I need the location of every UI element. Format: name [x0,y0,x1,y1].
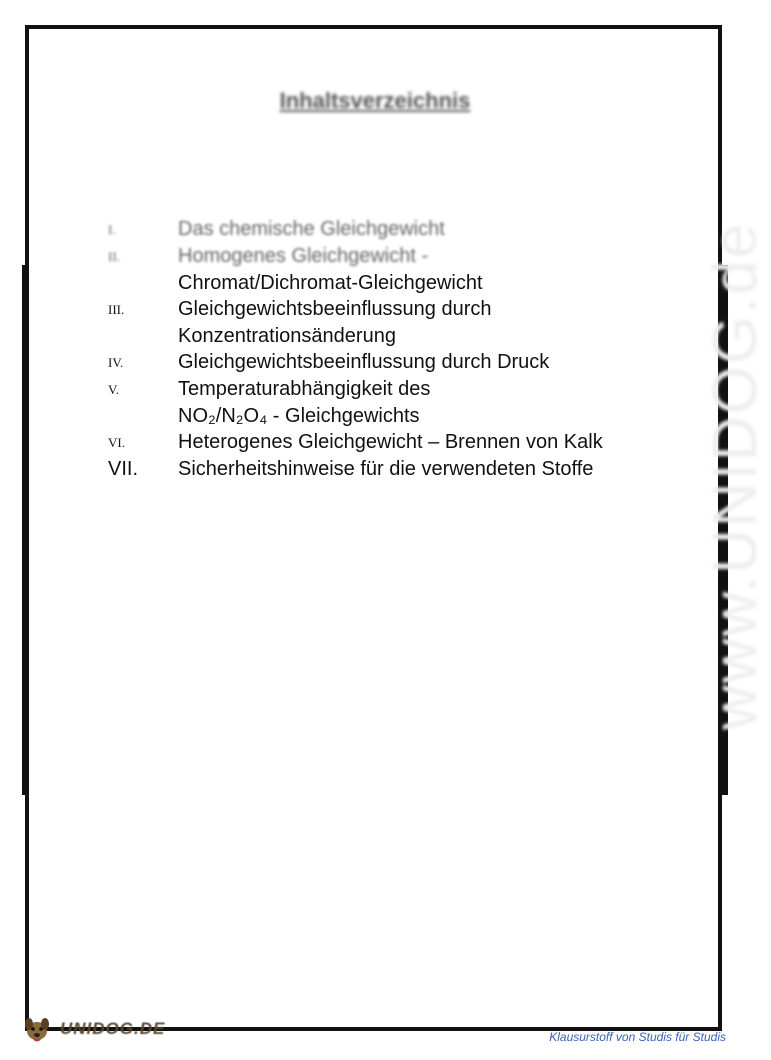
toc-item-number: III. [108,302,125,317]
page-title: Inhaltsverzeichnis [279,88,471,113]
toc-item[interactable] [108,243,708,270]
toc-item[interactable] [108,456,708,482]
toc-item-number: II. [108,249,120,264]
dog-mascot-icon [22,1015,52,1043]
site-logo[interactable] [22,1012,166,1046]
toc-item-number: I. [108,222,116,237]
toc-item-title: Homogenes Gleichgewicht - [178,245,429,267]
toc-item[interactable] [108,216,708,243]
left-edge-mark [22,265,28,530]
toc-item-number: IV. [108,355,124,370]
toc-item-title: Das chemische Gleichgewicht [178,218,445,240]
toc-item-title: Gleichgewichtsbeeinflussung durch Druck [178,351,550,373]
toc-item-number: V. [108,382,119,397]
left-edge-mark [22,530,28,795]
toc-item[interactable] [108,349,708,376]
toc-item-number: VII. [108,458,139,480]
toc-item-title: Sicherheitshinweise für die verwendeten Stoffe [178,458,594,480]
footer-tagline: Klausurstoff von Studis für Studis [549,1030,726,1044]
watermark-text: www.UNIDOG.de [701,221,770,730]
toc-item-continuation: NO₂/N₂O₄ - Gleichgewichts [178,405,420,427]
toc-item-number: VI. [108,435,125,450]
toc-item[interactable] [108,429,708,456]
toc-item-title: Gleichgewichtsbeeinflussung durch [178,298,492,320]
toc-item[interactable] [108,376,708,403]
toc-item-title: Temperaturabhängigkeit des [178,378,431,400]
page-frame [25,25,722,1031]
toc-item-continuation: Chromat/Dichromat-Gleichgewicht [178,272,483,294]
toc-item-title: Heterogenes Gleichgewicht – Brennen von Kalk [178,431,603,453]
toc-item[interactable] [108,296,708,323]
table-of-contents [108,216,708,482]
toc-item-continuation: Konzentrationsänderung [178,325,396,347]
logo-text: UNIDOG.DE [60,1019,166,1038]
